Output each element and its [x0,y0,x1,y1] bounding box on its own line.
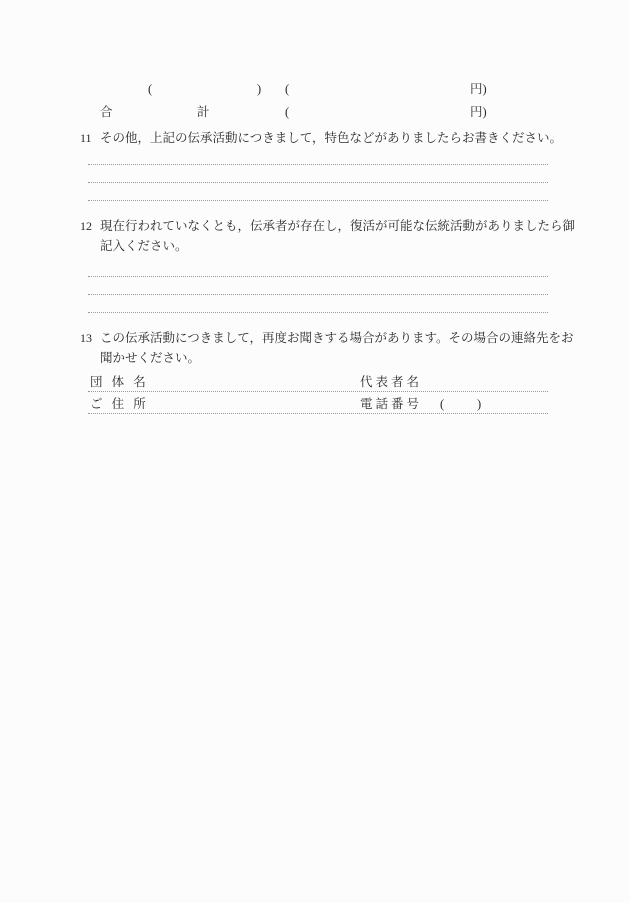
subtotal-second-open-paren: ( [285,82,290,96]
answer-rule [88,293,548,295]
subtotal-row [80,79,550,99]
question-12-answer-area[interactable] [88,262,548,318]
question-11-number: 11 [80,131,92,145]
question-11-answer-area[interactable] [88,150,548,206]
address-label: ご 住 所 [90,397,149,411]
question-11 [80,128,563,148]
question-12-heading [80,216,576,236]
subtotal-close-paren: ) [257,82,262,96]
organization-name-row[interactable] [88,372,548,392]
answer-rule [88,163,548,165]
question-11-heading [80,128,563,148]
question-12-text-line-1: 現在行われていなくとも，伝承者が存在し，復活が可能な伝統活動がありましたら御 [100,219,576,233]
address-row[interactable] [88,394,548,414]
question-12-text-line-2: 記入ください。 [100,239,188,253]
organization-name-label: 団 体 名 [90,375,149,389]
phone-close-paren: ) [477,397,482,411]
total-row [80,102,550,122]
question-12 [80,216,576,256]
question-13-heading [80,328,574,348]
total-label-second: 計 [197,105,210,119]
subtotal-currency-close: 円) [470,82,487,96]
question-13 [80,328,574,368]
total-currency-close: 円) [470,105,487,119]
question-12-number: 12 [80,219,92,233]
answer-rule [88,311,548,313]
answer-rule [88,275,548,277]
total-label-first: 合 [100,105,113,119]
question-11-text: その他，上記の伝承活動につきまして，特色などがありましたらお書きください。 [100,131,563,145]
phone-open-paren: ( [440,397,445,411]
question-13-text-line-2: 聞かせください。 [100,351,201,365]
representative-name-label: 代表者名 [360,375,423,389]
question-13-number: 13 [80,331,92,345]
organization-name-underline [88,390,548,392]
phone-number-label: 電話番号 [360,397,423,411]
answer-rule [88,199,548,201]
answer-rule [88,181,548,183]
subtotal-open-paren: ( [148,82,153,96]
total-open-paren: ( [285,105,290,119]
question-13-text-line-1: この伝承活動につきまして，再度お聞きする場合があります。その場合の連絡先をお [100,331,574,345]
